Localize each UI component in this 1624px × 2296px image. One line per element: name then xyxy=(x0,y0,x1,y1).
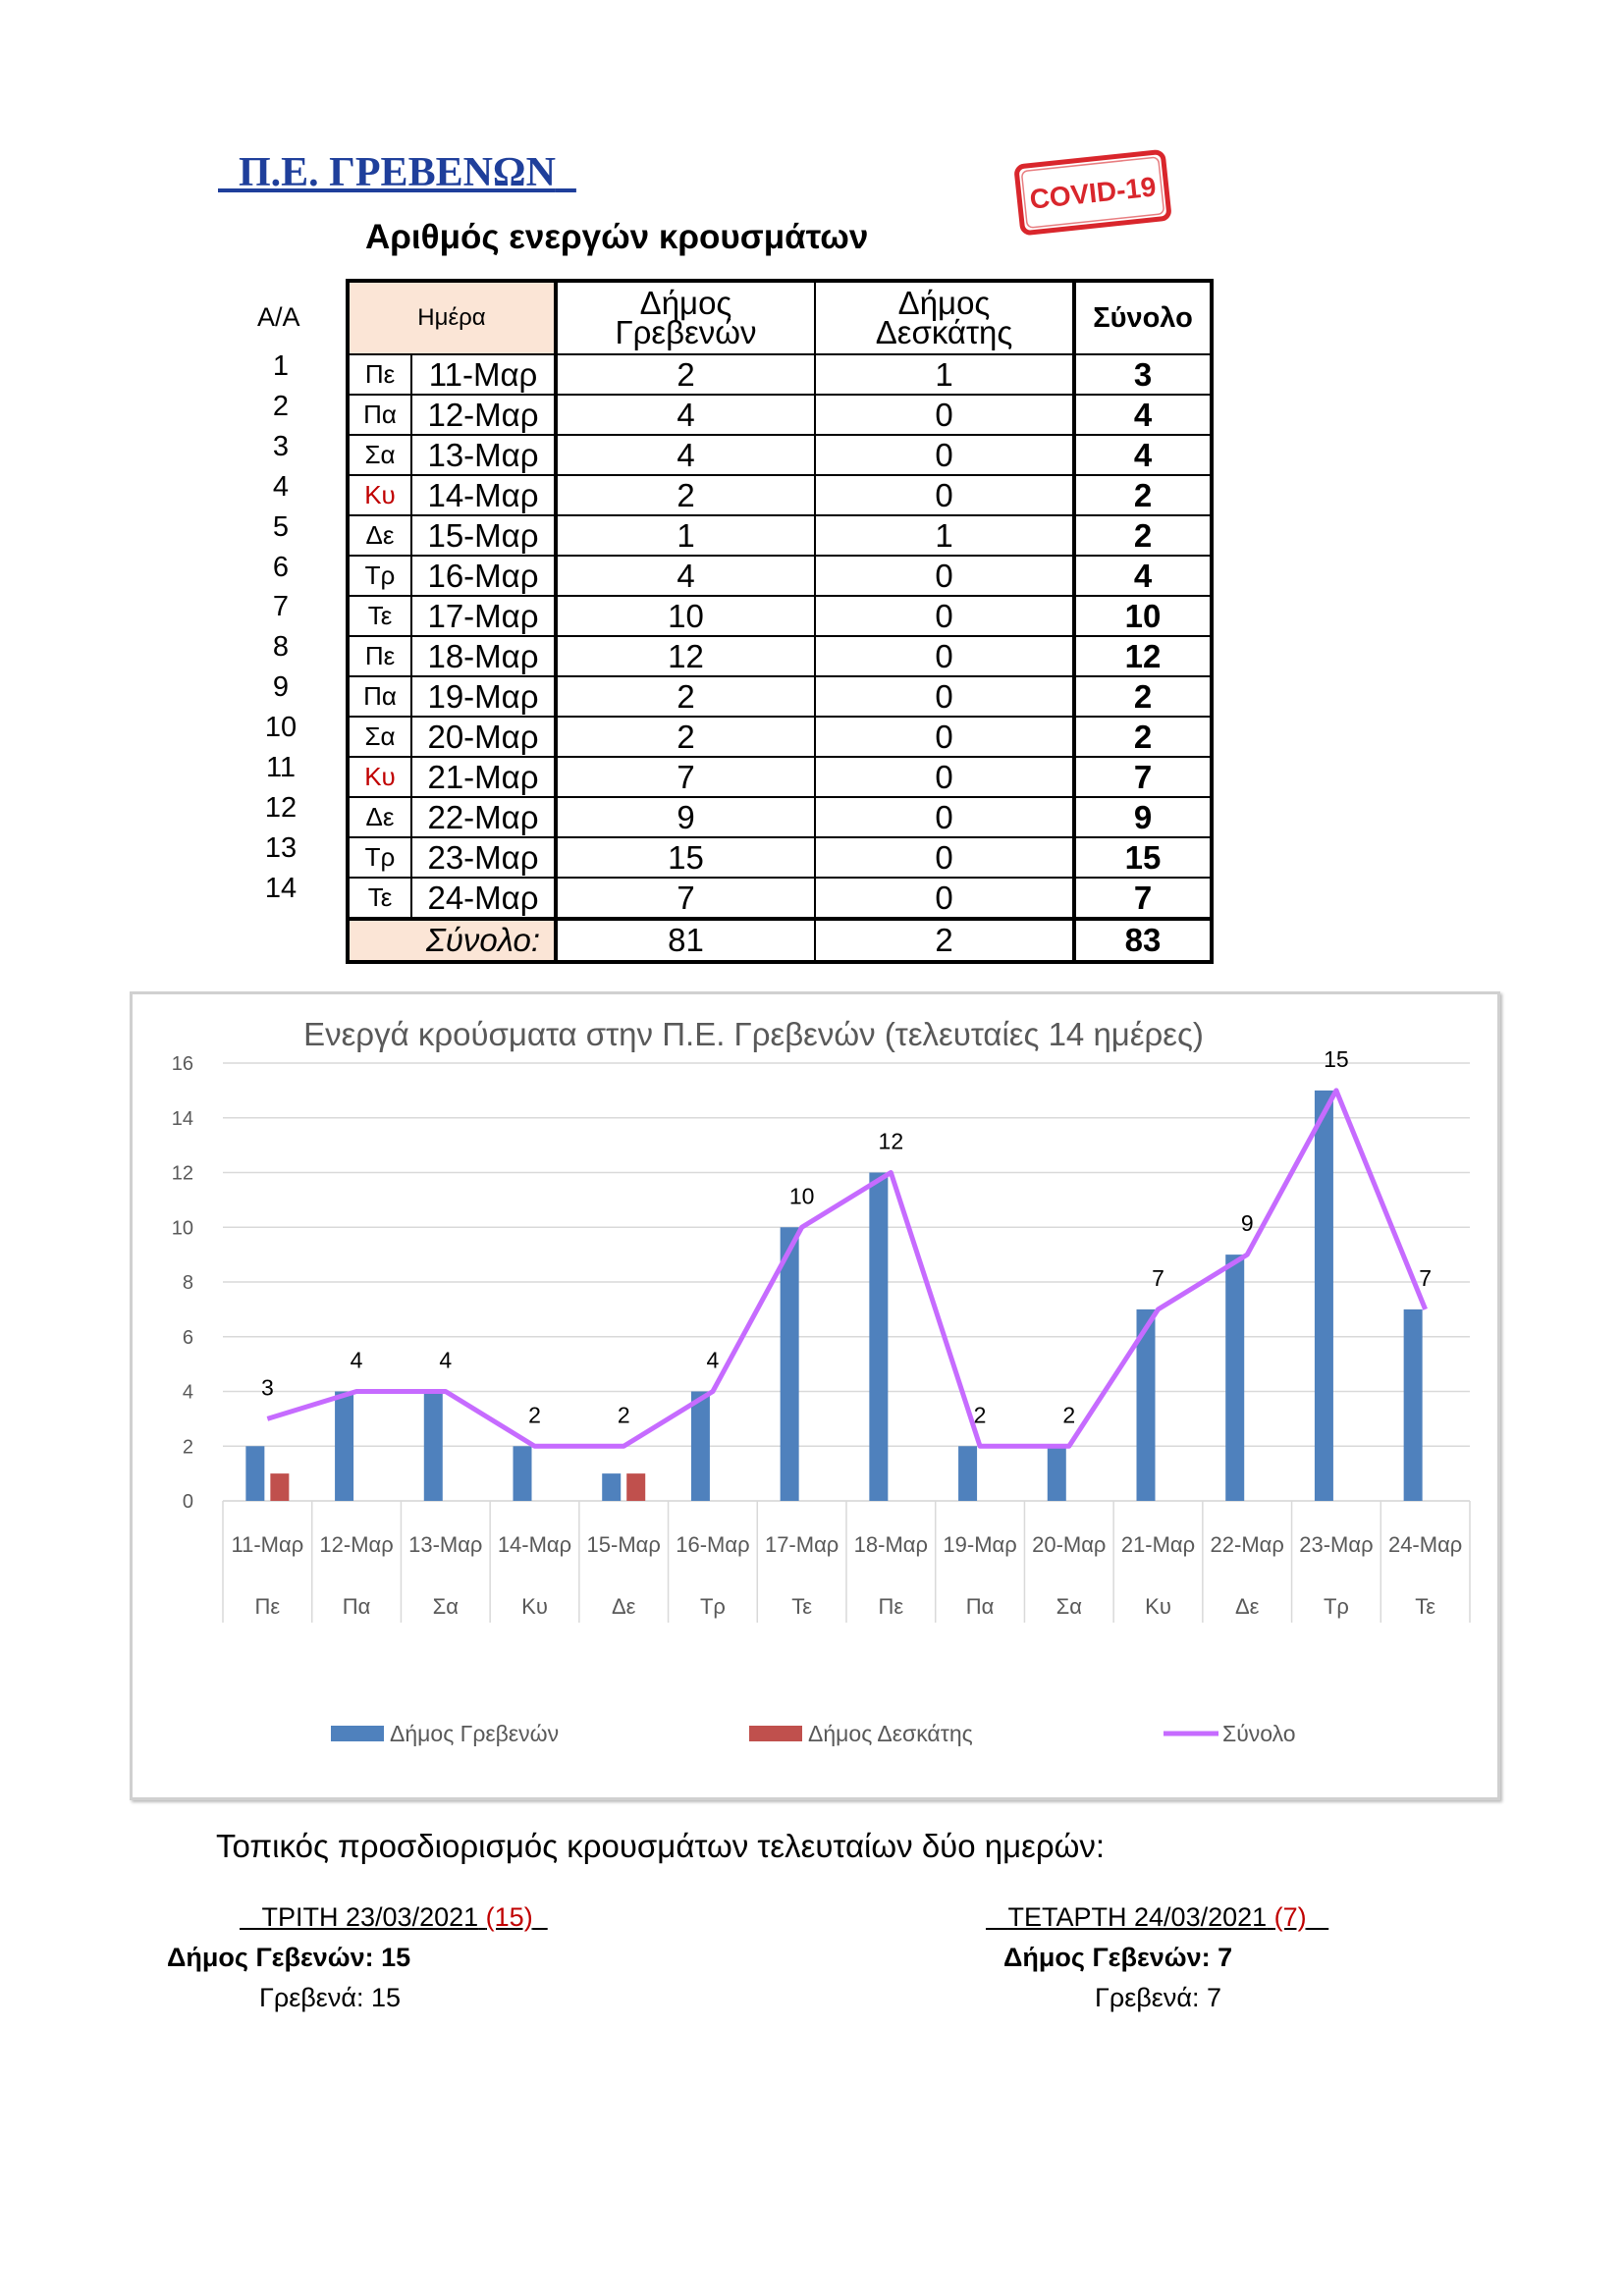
totals-sum: 83 xyxy=(1074,919,1212,962)
left-municipality: Δήμος Γεβενών: 15 xyxy=(167,1943,411,1972)
weekday-cell: Τε xyxy=(348,878,411,919)
x-weekday-label: Κυ xyxy=(1145,1594,1171,1619)
deskati-cell: 0 xyxy=(815,717,1074,757)
weekday-cell: Πε xyxy=(348,354,411,395)
data-label: 9 xyxy=(1240,1210,1254,1237)
deskati-cell: 0 xyxy=(815,878,1074,919)
date-cell: 13-Μαρ xyxy=(411,435,556,475)
legend-label: Δήμος Δεσκάτης xyxy=(808,1721,973,1746)
local-title: Τοπικός προσδιορισμός κρουσμάτων τελευταίων δύο ημερών: xyxy=(216,1828,1106,1864)
x-weekday-label: Σα xyxy=(1056,1594,1082,1619)
aa-number: 5 xyxy=(272,510,290,543)
bar-grevena xyxy=(869,1173,888,1502)
day-header: Ημέρα xyxy=(348,281,556,354)
chart-svg xyxy=(133,994,1497,1797)
grevena-cell: 15 xyxy=(556,837,815,878)
grevena-header: Δήμος Γρεβενών xyxy=(556,281,815,354)
total-cell: 2 xyxy=(1074,717,1212,757)
x-weekday-label: Πα xyxy=(965,1594,995,1619)
total-cell: 7 xyxy=(1074,878,1212,919)
deskati-header: Δήμος Δεσκάτης xyxy=(815,281,1074,354)
y-tick-label: 2 xyxy=(182,1436,193,1459)
bar-grevena xyxy=(602,1473,621,1501)
deskati-cell: 0 xyxy=(815,797,1074,837)
bar-grevena xyxy=(1404,1309,1423,1501)
deskati-cell: 0 xyxy=(815,636,1074,676)
grevena-cell: 2 xyxy=(556,717,815,757)
grevena-cell: 7 xyxy=(556,878,815,919)
table-row xyxy=(348,676,1212,717)
date-cell: 18-Μαρ xyxy=(411,636,556,676)
total-header: Σύνολο xyxy=(1074,281,1212,354)
totals-grevena: 81 xyxy=(556,919,815,962)
date-cell: 11-Μαρ xyxy=(411,354,556,395)
x-category-label: 12-Μαρ xyxy=(319,1532,394,1557)
legend-label: Δήμος Γρεβενών xyxy=(390,1721,560,1746)
grevena-cell: 4 xyxy=(556,395,815,435)
x-weekday-label: Τε xyxy=(791,1594,813,1619)
weekday-cell: Κυ xyxy=(348,475,411,515)
aa-number: 9 xyxy=(272,671,290,704)
data-label: 2 xyxy=(617,1402,630,1428)
weekday-cell: Πα xyxy=(348,395,411,435)
data-label: 7 xyxy=(1152,1264,1164,1291)
y-tick-label: 16 xyxy=(171,1053,193,1075)
table-row xyxy=(348,395,1212,435)
grevena-cell: 7 xyxy=(556,757,815,797)
right-city: Γρεβενά: 7 xyxy=(1095,1983,1221,2012)
grevena-cell: 4 xyxy=(556,435,815,475)
x-category-label: 21-Μαρ xyxy=(1120,1532,1196,1557)
x-weekday-label: Πε xyxy=(878,1594,904,1619)
x-category-label: 17-Μαρ xyxy=(764,1532,839,1557)
aa-number: 12 xyxy=(264,791,298,824)
grevena-cell: 2 xyxy=(556,475,815,515)
x-weekday-label: Σα xyxy=(432,1594,459,1619)
deskati-cell: 0 xyxy=(815,676,1074,717)
grevena-cell: 1 xyxy=(556,515,815,556)
right-municipality: Δήμος Γεβενών: 7 xyxy=(1003,1943,1233,1972)
chart-frame xyxy=(130,991,1500,1800)
aa-number: 10 xyxy=(264,712,298,744)
right-count: (7) xyxy=(1273,1902,1307,1932)
table-row xyxy=(348,878,1212,919)
x-weekday-label: Πε xyxy=(254,1594,281,1619)
date-cell: 22-Μαρ xyxy=(411,797,556,837)
data-label: 2 xyxy=(973,1402,987,1428)
data-label: 4 xyxy=(439,1347,453,1373)
x-category-label: 22-Μαρ xyxy=(1210,1532,1284,1557)
aa-number: 11 xyxy=(265,752,297,783)
deskati-cell: 0 xyxy=(815,395,1074,435)
x-category-label: 24-Μαρ xyxy=(1387,1532,1463,1557)
data-label: 15 xyxy=(1324,1045,1349,1072)
y-tick-label: 6 xyxy=(182,1326,193,1349)
right-date: ΤΕΤΑΡΤΗ 24/03/2021 xyxy=(1007,1902,1268,1932)
legend-label: Σύνολο xyxy=(1222,1721,1296,1746)
bar-deskati xyxy=(626,1473,645,1501)
bar-grevena xyxy=(1225,1255,1244,1501)
total-cell: 7 xyxy=(1074,757,1212,797)
y-tick-label: 10 xyxy=(171,1217,193,1240)
cases-table xyxy=(346,279,1214,964)
weekday-cell: Τρ xyxy=(348,556,411,596)
total-cell: 2 xyxy=(1074,515,1212,556)
weekday-cell: Πα xyxy=(348,676,411,717)
x-category-label: 16-Μαρ xyxy=(676,1532,750,1557)
table-row xyxy=(348,515,1212,556)
totals-label: Σύνολο: xyxy=(348,919,556,962)
legend-swatch-0 xyxy=(331,1726,384,1741)
data-label: 4 xyxy=(350,1347,363,1373)
total-cell: 4 xyxy=(1074,395,1212,435)
weekday-cell: Δε xyxy=(348,797,411,837)
aa-number: 7 xyxy=(272,591,290,623)
date-cell: 24-Μαρ xyxy=(411,878,556,919)
total-cell: 9 xyxy=(1074,797,1212,837)
x-category-label: 11-Μαρ xyxy=(231,1532,304,1557)
data-label: 2 xyxy=(1062,1402,1076,1428)
x-weekday-label: Τρ xyxy=(699,1594,726,1619)
x-category-label: 20-Μαρ xyxy=(1032,1532,1107,1557)
total-cell: 4 xyxy=(1074,556,1212,596)
date-cell: 14-Μαρ xyxy=(411,475,556,515)
deskati-cell: 0 xyxy=(815,596,1074,636)
left-date-line xyxy=(240,1902,548,1933)
date-cell: 16-Μαρ xyxy=(411,556,556,596)
table-row xyxy=(348,757,1212,797)
data-label: 10 xyxy=(788,1183,815,1209)
aa-number: 3 xyxy=(272,430,290,462)
aa-number: 6 xyxy=(272,551,290,583)
date-cell: 23-Μαρ xyxy=(411,837,556,878)
bar-grevena xyxy=(514,1446,532,1501)
deskati-cell: 0 xyxy=(815,435,1074,475)
weekday-cell: Πε xyxy=(348,636,411,676)
bar-deskati xyxy=(270,1473,289,1501)
bar-grevena xyxy=(691,1392,710,1502)
region-title: Π.Ε. ΓΡΕΒΕΝΩΝ xyxy=(239,150,556,195)
deskati-cell: 1 xyxy=(815,354,1074,395)
date-cell: 15-Μαρ xyxy=(411,515,556,556)
aa-header: Α/Α xyxy=(257,302,300,332)
weekday-cell: Σα xyxy=(348,435,411,475)
bar-grevena xyxy=(1048,1446,1066,1501)
deskati-cell: 0 xyxy=(815,475,1074,515)
total-cell: 12 xyxy=(1074,636,1212,676)
grevena-cell: 10 xyxy=(556,596,815,636)
line-total xyxy=(267,1091,1425,1446)
y-tick-label: 12 xyxy=(171,1162,193,1185)
data-label: 4 xyxy=(706,1347,720,1373)
left-date: ΤΡΙΤΗ 23/03/2021 xyxy=(261,1902,479,1932)
bar-grevena xyxy=(958,1446,977,1501)
x-weekday-label: Δε xyxy=(1234,1594,1260,1619)
x-category-label: 13-Μαρ xyxy=(408,1532,483,1557)
right-date-line xyxy=(986,1902,1328,1933)
table-row xyxy=(348,797,1212,837)
x-category-label: 19-Μαρ xyxy=(943,1532,1017,1557)
total-cell: 2 xyxy=(1074,676,1212,717)
bar-grevena xyxy=(335,1392,353,1502)
x-category-label: 14-Μαρ xyxy=(497,1532,572,1557)
grevena-cell: 12 xyxy=(556,636,815,676)
y-tick-label: 0 xyxy=(182,1491,193,1513)
date-cell: 21-Μαρ xyxy=(411,757,556,797)
total-cell: 3 xyxy=(1074,354,1212,395)
x-weekday-label: Πα xyxy=(342,1594,371,1619)
table-row xyxy=(348,354,1212,395)
table-row xyxy=(348,636,1212,676)
table-title: Αριθμός ενεργών κρουσμάτων xyxy=(365,218,869,256)
chart-title: Ενεργά κρούσματα στην Π.Ε. Γρεβενών (τελευταίες 14 ημέρες) xyxy=(303,1016,1204,1052)
aa-number: 4 xyxy=(272,470,290,503)
y-tick-label: 8 xyxy=(182,1272,193,1294)
table-row xyxy=(348,475,1212,515)
x-weekday-label: Δε xyxy=(611,1594,636,1619)
left-count: (15) xyxy=(485,1902,533,1932)
date-cell: 12-Μαρ xyxy=(411,395,556,435)
date-cell: 17-Μαρ xyxy=(411,596,556,636)
aa-number: 1 xyxy=(272,350,290,382)
deskati-cell: 0 xyxy=(815,757,1074,797)
x-category-label: 15-Μαρ xyxy=(586,1532,661,1557)
left-city: Γρεβενά: 15 xyxy=(259,1983,401,2012)
total-cell: 2 xyxy=(1074,475,1212,515)
deskati-cell: 0 xyxy=(815,837,1074,878)
weekday-cell: Τε xyxy=(348,596,411,636)
aa-number: 2 xyxy=(272,390,290,422)
grevena-cell: 2 xyxy=(556,354,815,395)
grevena-cell: 4 xyxy=(556,556,815,596)
weekday-cell: Σα xyxy=(348,717,411,757)
data-label: 12 xyxy=(878,1128,904,1154)
x-category-label: 18-Μαρ xyxy=(853,1532,929,1557)
table-row xyxy=(348,556,1212,596)
weekday-cell: Δε xyxy=(348,515,411,556)
table-row xyxy=(348,837,1212,878)
data-label: 2 xyxy=(528,1402,541,1428)
covid-stamp-logo xyxy=(1011,147,1176,238)
legend-swatch-1 xyxy=(749,1726,802,1741)
grevena-cell: 2 xyxy=(556,676,815,717)
table-row xyxy=(348,717,1212,757)
table-row xyxy=(348,435,1212,475)
date-cell: 20-Μαρ xyxy=(411,717,556,757)
date-cell: 19-Μαρ xyxy=(411,676,556,717)
aa-number: 8 xyxy=(272,631,290,664)
deskati-cell: 0 xyxy=(815,556,1074,596)
bar-grevena xyxy=(245,1446,264,1501)
total-cell: 10 xyxy=(1074,596,1212,636)
table-row xyxy=(348,596,1212,636)
x-weekday-label: Τε xyxy=(1415,1594,1436,1619)
data-label: 3 xyxy=(260,1374,274,1401)
totals-row xyxy=(348,919,1212,962)
x-weekday-label: Τρ xyxy=(1323,1594,1349,1619)
weekday-cell: Τρ xyxy=(348,837,411,878)
aa-number: 14 xyxy=(264,872,298,904)
x-category-label: 23-Μαρ xyxy=(1299,1532,1374,1557)
x-weekday-label: Κυ xyxy=(521,1594,548,1619)
grevena-cell: 9 xyxy=(556,797,815,837)
bar-grevena xyxy=(424,1392,443,1502)
y-tick-label: 14 xyxy=(171,1107,193,1130)
bar-grevena xyxy=(1315,1091,1333,1501)
deskati-cell: 1 xyxy=(815,515,1074,556)
aa-number: 13 xyxy=(264,831,298,864)
data-label: 7 xyxy=(1419,1264,1433,1291)
weekday-cell: Κυ xyxy=(348,757,411,797)
total-cell: 15 xyxy=(1074,837,1212,878)
y-tick-label: 4 xyxy=(182,1381,193,1404)
total-cell: 4 xyxy=(1074,435,1212,475)
bar-grevena xyxy=(781,1227,799,1501)
totals-deskati: 2 xyxy=(815,919,1074,962)
stamp-text: COVID-19 xyxy=(1028,171,1158,215)
